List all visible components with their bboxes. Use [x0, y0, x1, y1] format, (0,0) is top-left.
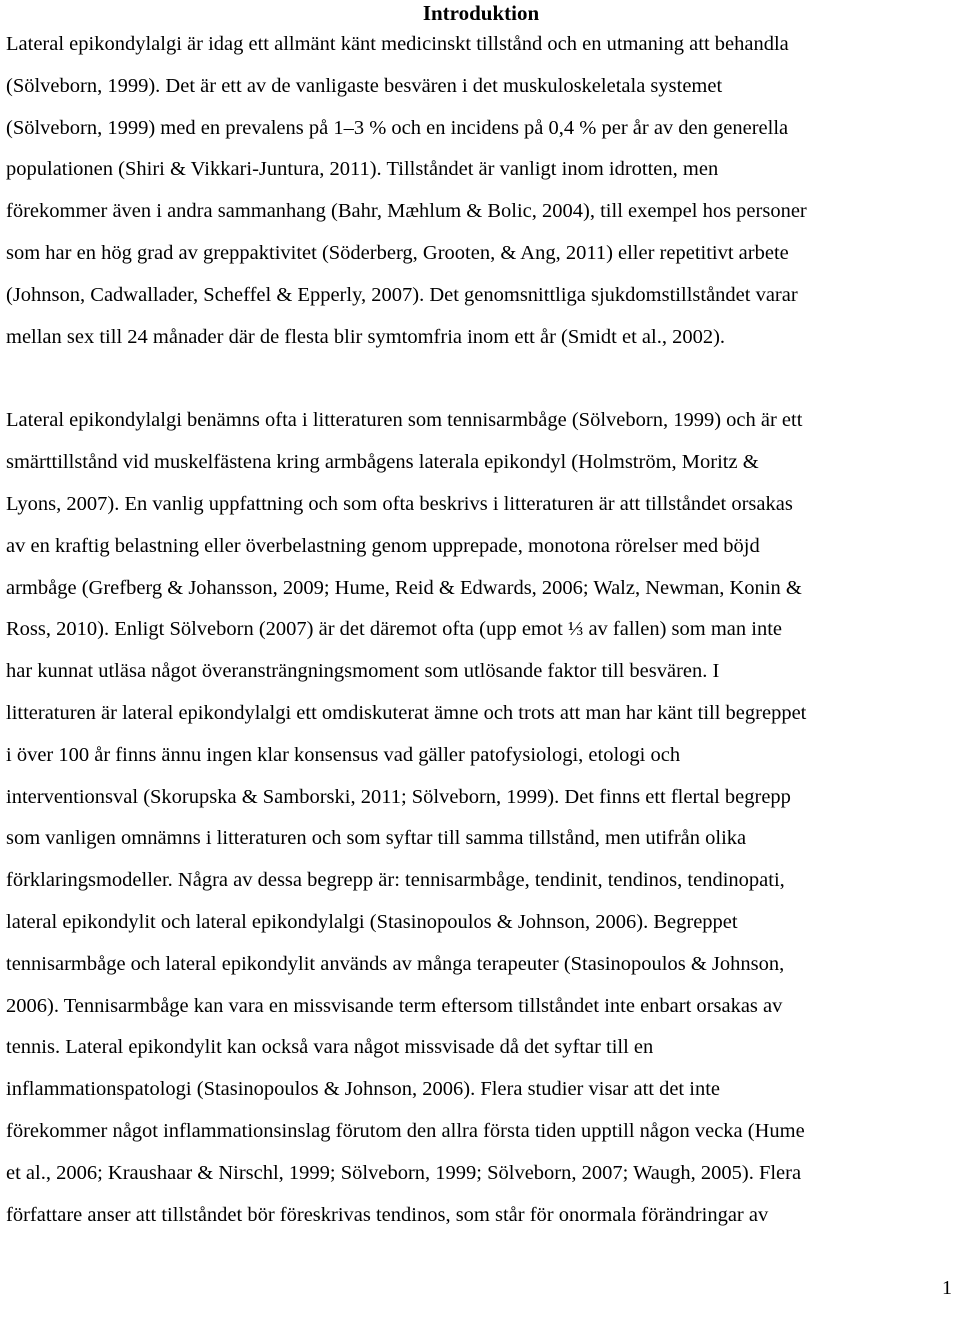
text-line: av en kraftig belastning eller överbelastning genom upprepade, monotona rörelser med böjd	[6, 534, 760, 557]
text-line: mellan sex till 24 månader där de flesta blir symtomfria inom ett år (Smidt et al., 2002).	[6, 325, 726, 348]
text-line: litteraturen är lateral epikondylalgi ett omdiskuterat ämne och trots att man har känt till begreppet	[6, 701, 807, 724]
text-line: lateral epikondylit och lateral epikondylalgi (Stasinopoulos & Johnson, 2006). Begreppet	[6, 910, 738, 933]
text-line: i över 100 år finns ännu ingen klar konsensus vad gäller patofysiologi, etologi och	[6, 743, 681, 766]
text-line: förekommer även i andra sammanhang (Bahr, Mæhlum & Bolic, 2004), till exempel hos personer	[6, 200, 807, 223]
section-heading: Introduktion	[422, 1, 540, 25]
text-line: som vanligen omnämns i litteraturen och som syftar till samma tillstånd, men utifrån olika	[6, 827, 747, 850]
text-line: (Sölveborn, 1999) med en prevalens på 1–3 % och en incidens på 0,4 % per år av den generella	[6, 116, 789, 139]
paragraph-2	[6, 400, 956, 1236]
text-line: 2006). Tennisarmbåge kan vara en missvisande term eftersom tillståndet inte enbart orsakas av	[6, 994, 783, 1017]
text-line: Lateral epikondylalgi är idag ett allmänt känt medicinskt tillstånd och en utmaning att behandla	[6, 33, 789, 55]
text-line: armbåge (Grefberg & Johansson, 2009; Hume, Reid & Edwards, 2006; Walz, Newman, Konin &	[6, 576, 802, 599]
page-number: 1	[942, 1277, 952, 1299]
paragraph-1	[6, 24, 956, 358]
text-line: (Sölveborn, 1999). Det är ett av de vanligaste besvären i det muskuloskeletala systemet	[6, 74, 723, 97]
text-line: förekommer något inflammationsinslag förutom den allra första tiden upptill någon vecka (Hume	[6, 1119, 805, 1142]
text-line: et al., 2006; Kraushaar & Nirschl, 1999; Sölveborn, 1999; Sölveborn, 2007; Waugh, 2005). Flera	[6, 1161, 802, 1184]
text-line: Lyons, 2007). En vanlig uppfattning och som ofta beskrivs i litteraturen är att tillståndet orsakas	[6, 492, 793, 515]
text-line: populationen (Shiri & Vikkari-Juntura, 2011). Tillståndet är vanligt inom idrotten, men	[6, 158, 719, 181]
text-line: interventionsval (Skorupska & Samborski, 2011; Sölveborn, 1999). Det finns ett flertal begrepp	[6, 785, 791, 808]
text-line: Ross, 2010). Enligt Sölveborn (2007) är det däremot ofta (upp emot ⅓ av fallen) som man inte	[6, 618, 782, 641]
text-line: som har en hög grad av greppaktivitet (Söderberg, Grooten, & Ang, 2011) eller repetitivt arbete	[6, 241, 789, 264]
text-line: inflammationspatologi (Stasinopoulos & Johnson, 2006). Flera studier visar att det inte	[6, 1078, 720, 1101]
text-line: författare anser att tillståndet bör föreskrivas tendinos, som står för onormala förändringar av	[6, 1203, 769, 1226]
text-line: har kunnat utläsa något överansträngningsmoment som utlösande faktor till besvären. I	[6, 660, 720, 683]
text-line: smärttillstånd vid muskelfästena kring armbågens laterala epikondyl (Holmström, Moritz &	[6, 451, 759, 474]
text-line: tennisarmbåge och lateral epikondylit används av många terapeuter (Stasinopoulos & Johnson,	[6, 952, 785, 975]
text-line: Lateral epikondylalgi benämns ofta i litteraturen som tennisarmbåge (Sölveborn, 1999) och är ett	[6, 409, 803, 432]
text-line: tennis. Lateral epikondylit kan också vara något missvisade då det syftar till en	[6, 1036, 654, 1059]
text-line: (Johnson, Cadwallader, Scheffel & Epperly, 2007). Det genomsnittliga sjukdomstillståndet varar	[6, 283, 798, 306]
text-line: förklaringsmodeller. Några av dessa begrepp är: tennisarmbåge, tendinit, tendinos, tendinopati,	[6, 869, 785, 892]
